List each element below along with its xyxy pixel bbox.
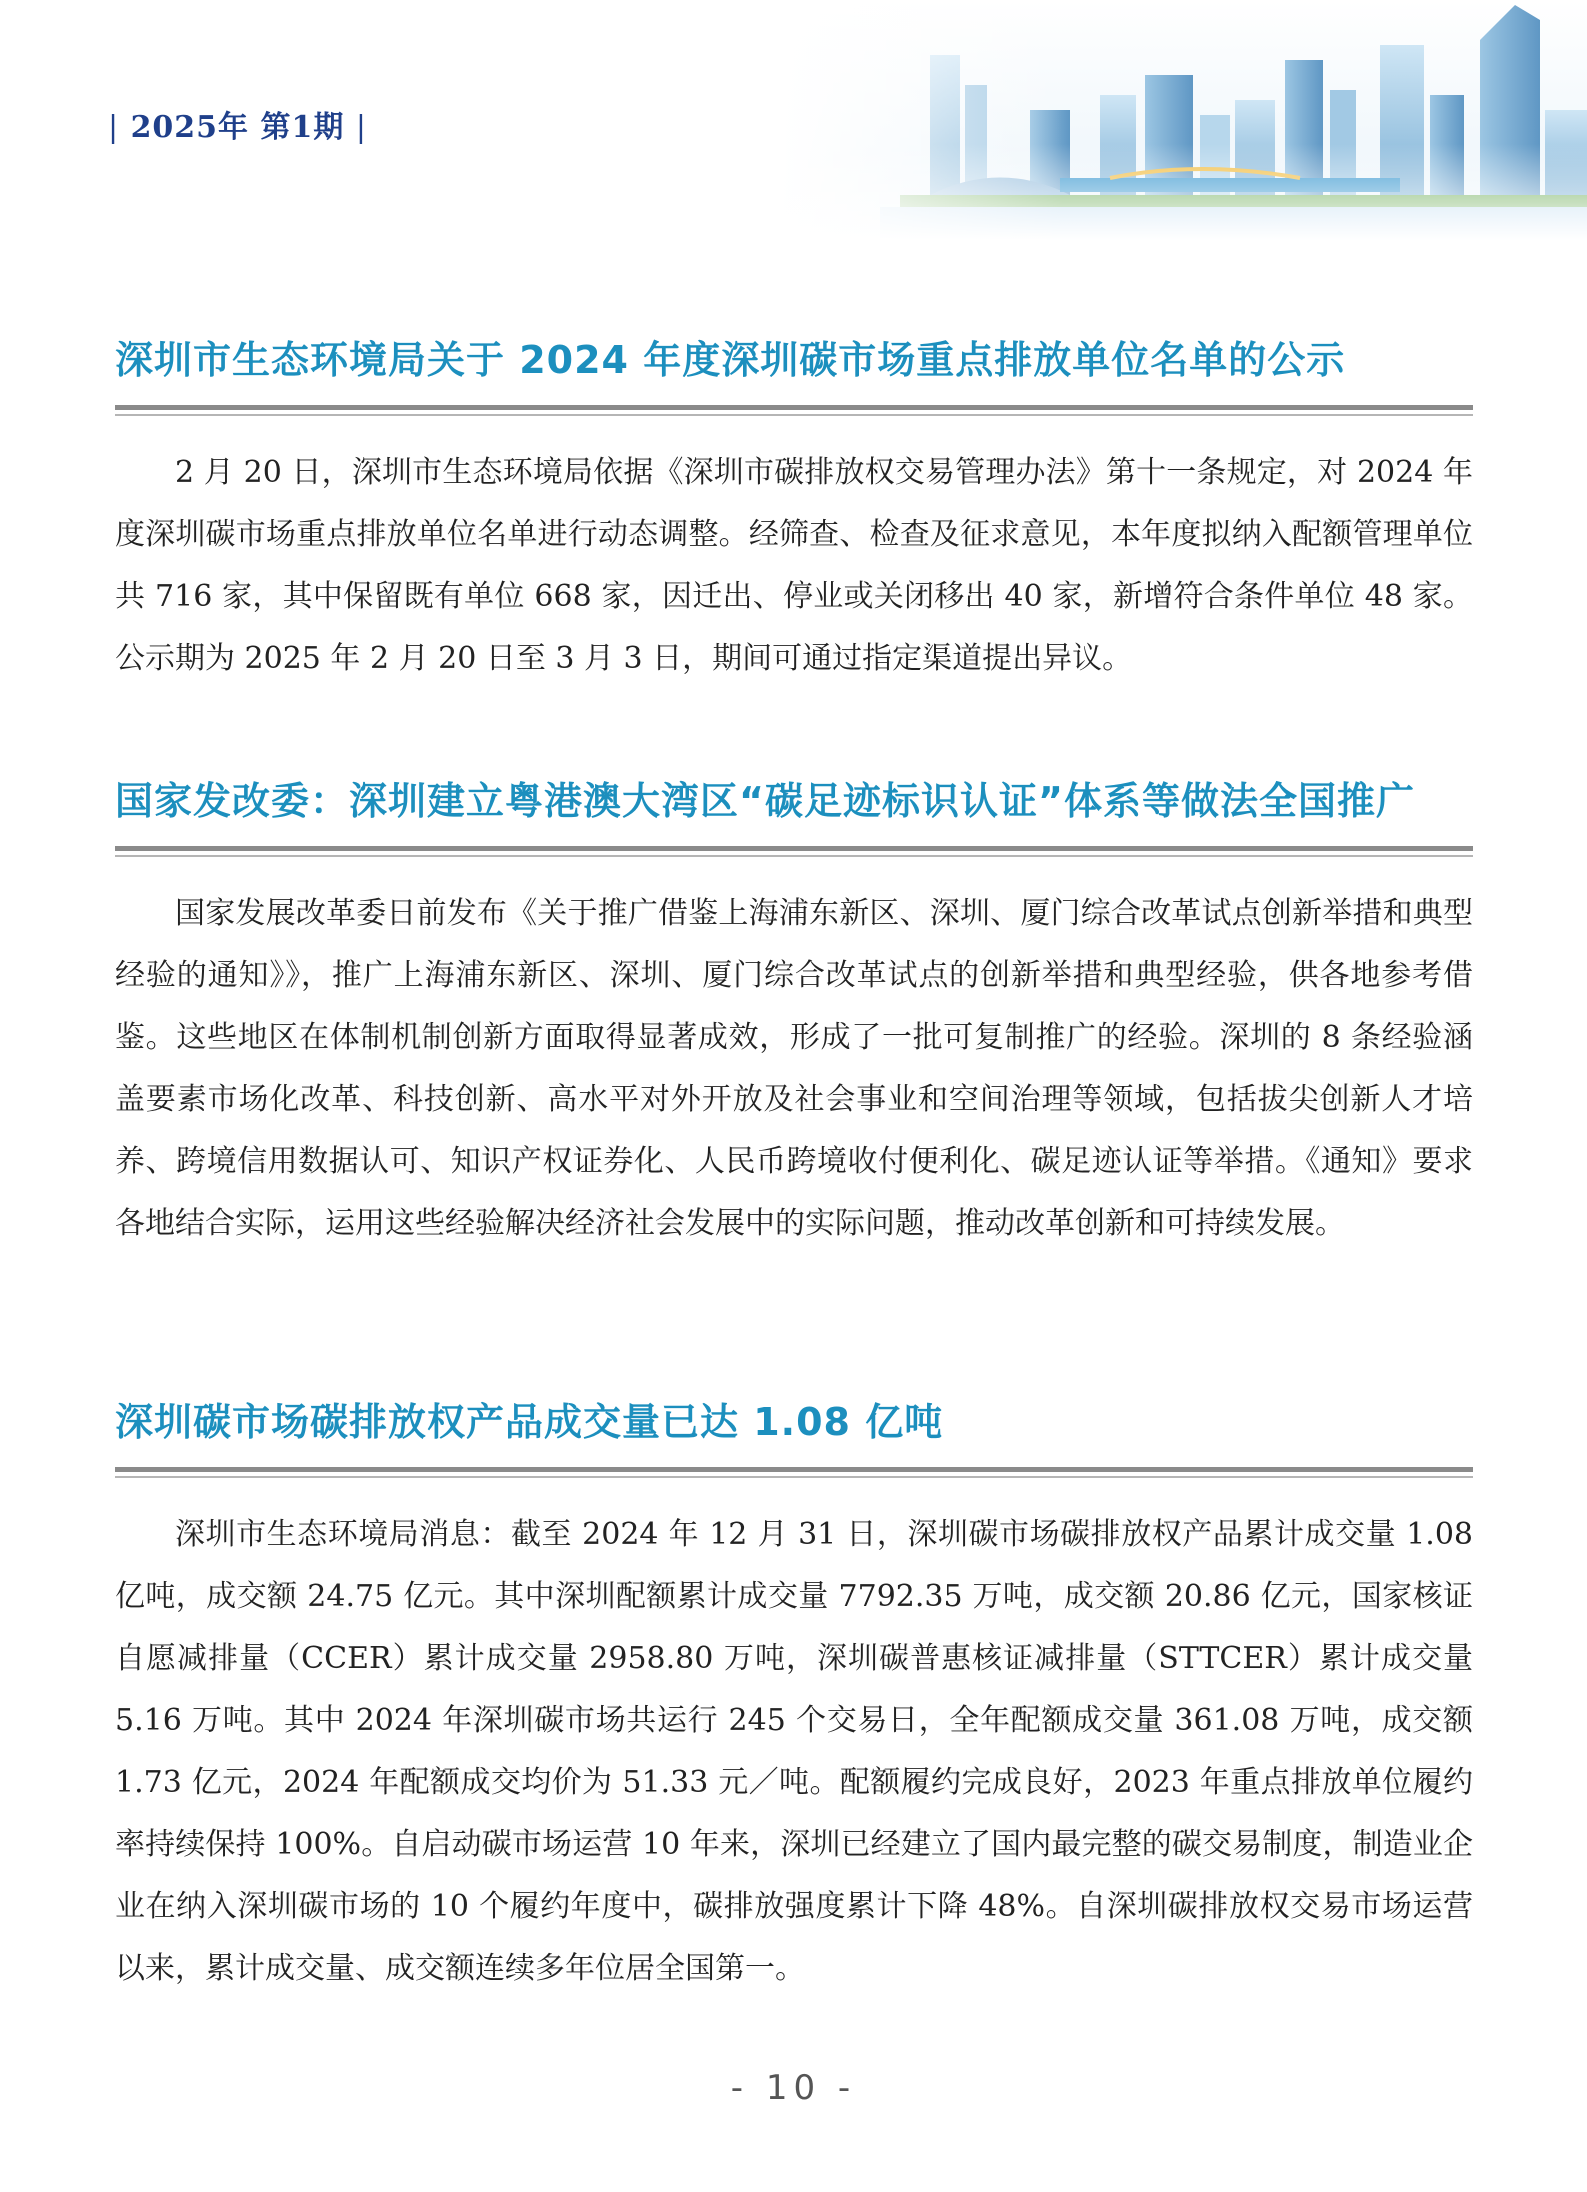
issue-bar-right: | [355, 110, 367, 145]
section-title: 国家发改委：深圳建立粤港澳大湾区“碳足迹标识认证”体系等做法全国推广 [115, 779, 1415, 823]
title-rule-thick [115, 405, 1473, 410]
issue-label [108, 102, 367, 146]
section-body: 深圳市生态环境局消息：截至 2024 年 12 月 31 日，深圳碳市场碳排放权产品累计成交量 1.08 亿吨，成交额 24.75 亿元。其中深圳配额累计成交量 7792.35 万吨，成交额 20.86 亿元，国家核证自愿减排量（CCER）累计成交量 2958.80 万吨，深圳碳普惠核证减排量（STTCER）累计成交量 5.16 万吨。其中 2024 年深圳碳市场共运行 245 个交易日，全年配额成交量 361.08 万吨，成交额 1.73 亿元，2024 年配额成交均价为 51.33 元／吨。配额履约完成良好，2023 年重点排放单位履约率持续保持 100%。自启动碳市场运营 10 年来，深圳已经建立了国内最完整的碳交易制度，制造业企业在纳入深圳碳市场的 10 个履约年度中，碳排放强度累计下降 48%。自深圳碳排放权交易市场运营以来，累计成交量、成交额连续多年位居全国第一。 [115, 1517, 1473, 1986]
section-title: 深圳市生态环境局关于 2024 年度深圳碳市场重点排放单位名单的公示 [115, 338, 1346, 382]
issue-bar-left: | [108, 110, 120, 145]
news-section-emission-list [115, 333, 1475, 690]
section-body: 国家发展改革委日前发布《关于推广借鉴上海浦东新区、深圳、厦门综合改革试点创新举措和典型经验的通知》》，推广上海浦东新区、深圳、厦门综合改革试点的创新举措和典型经验，供各地参考借鉴。这些地区在体制机制创新方面取得显著成效，形成了一批可复制推广的经验。深圳的 8 条经验涵盖要素市场化改革、科技创新、高水平对外开放及社会事业和空间治理等领域，包括拔尖创新人才培养、跨境信用数据认可、知识产权证券化、人民币跨境收付便利化、碳足迹认证等举措。《通知》要求各地结合实际，运用这些经验解决经济社会发展中的实际问题，推动改革创新和可持续发展。 [115, 896, 1473, 1241]
issue-text: 2025年 第1期 [130, 110, 345, 145]
title-rule-thin [115, 1476, 1473, 1478]
section-title: 深圳碳市场碳排放权产品成交量已达 1.08 亿吨 [115, 1400, 944, 1444]
title-rule-thin [115, 855, 1473, 857]
section-body: 2 月 20 日，深圳市生态环境局依据《深圳市碳排放权交易管理办法》第十一条规定，对 2024 年度深圳碳市场重点排放单位名单进行动态调整。经筛查、检查及征求意见，本年度拟纳入配额管理单位共 716 家，其中保留既有单位 668 家，因迁出、停业或关闭移出 40 家，新增符合条件单位 48 家。公示期为 2025 年 2 月 20 日至 3 月 3 日，期间可通过指定渠道提出异议。 [115, 455, 1473, 676]
title-rule-thick [115, 1467, 1473, 1472]
title-rule-thin [115, 414, 1473, 416]
page-number: - 10 - [730, 2068, 857, 2108]
title-rule-thick [115, 846, 1473, 851]
city-skyline-illustration [780, 0, 1587, 240]
news-section-carbon-trading-volume [115, 1395, 1475, 2000]
news-section-reform-experience [115, 774, 1475, 1255]
